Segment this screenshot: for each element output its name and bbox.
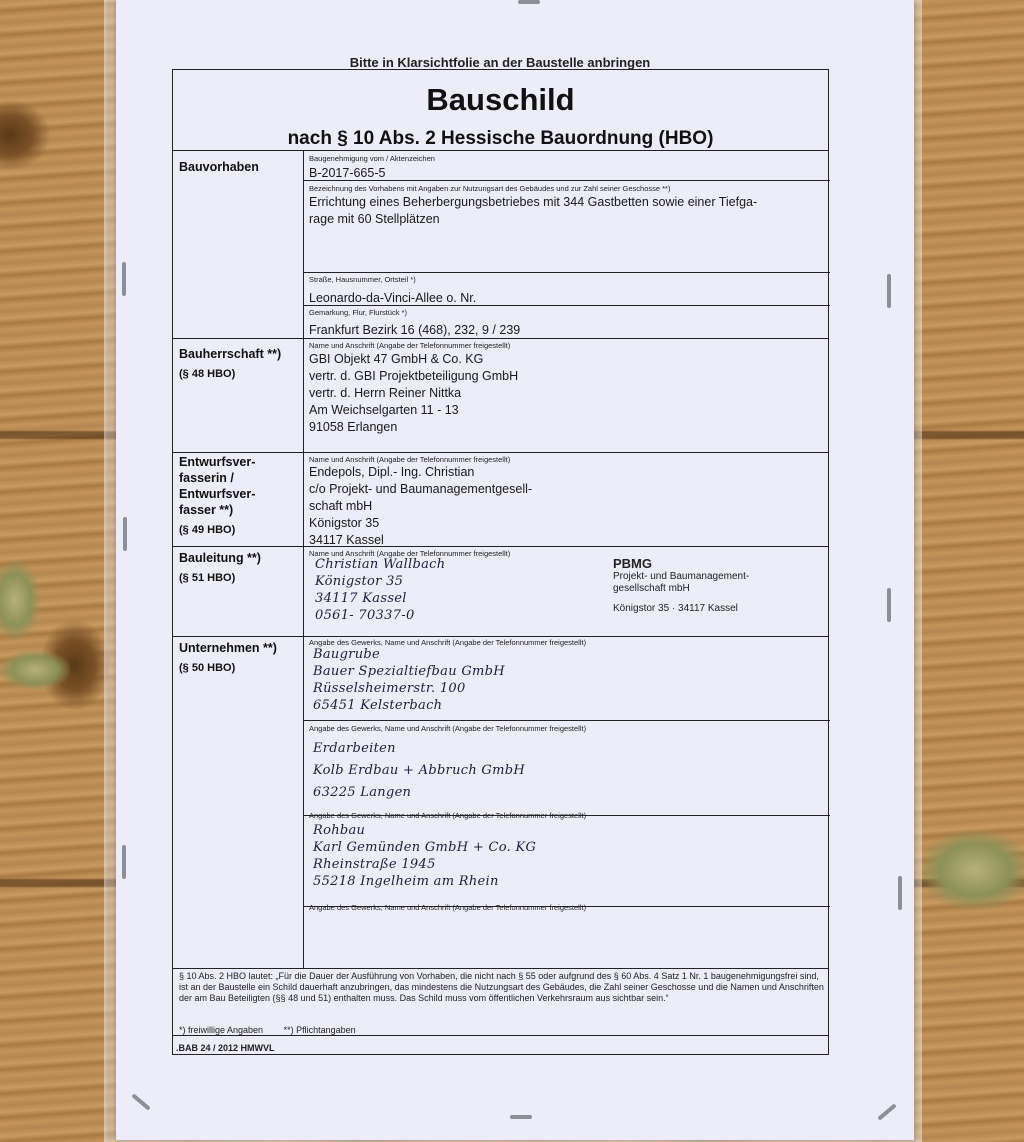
address-line: c/o Projekt- und Baumanagementgesell- [309, 482, 533, 496]
caption-unternehmen: Angabe des Gewerks, Name und Anschrift (Angabe der Telefonnummer freigestellt) [309, 724, 587, 733]
caption-entwurf: Name und Anschrift (Angabe der Telefonnummer freigestellt) [309, 455, 511, 464]
paragraph-ref: (§ 49 HBO) [179, 524, 236, 536]
handwritten-line: Rohbau [313, 823, 366, 838]
moss-patch [0, 560, 40, 640]
address-line: Endepols, Dipl.- Ing. Christian [309, 465, 475, 479]
handwritten-line: Rüsselsheimerstr. 100 [313, 681, 466, 696]
column-divider [303, 150, 304, 968]
caption-unternehmen: Angabe des Gewerks, Name und Anschrift (Angabe der Telefonnummer freigestellt) [309, 903, 587, 912]
staple [898, 876, 902, 910]
staple [510, 1115, 532, 1119]
paragraph-ref: (§ 51 HBO) [179, 572, 236, 584]
stamp-line: gesellschaft mbH [613, 583, 690, 594]
caption-bauleitung: Name und Anschrift (Angabe der Telefonnummer freigestellt) [309, 549, 511, 558]
unternehmen-entry-2 [313, 738, 525, 804]
bezeichnung-line: rage mit 60 Stellplätzen [309, 212, 440, 226]
bauherrschaft-value [309, 351, 518, 436]
handwritten-line: Karl Gemünden GmbH + Co. KG [313, 840, 537, 855]
stamp-address: Königstor 35 · 34117 Kassel [613, 603, 738, 614]
label-text: Bauleitung **) [179, 551, 261, 565]
caption-unternehmen: Angabe des Gewerks, Name und Anschrift (Angabe der Telefonnummer freigestellt) [309, 811, 587, 820]
label-bauvorhaben: Bauvorhaben [179, 160, 259, 174]
address-line: 34117 Kassel [309, 533, 384, 547]
label-line: fasser **) [179, 503, 234, 517]
address-line: schaft mbH [309, 499, 373, 513]
row-divider [173, 452, 828, 453]
mounting-instruction: Bitte in Klarsichtfolie an der Baustelle anbringen [349, 55, 651, 70]
staple [887, 274, 891, 308]
company-stamp [613, 556, 749, 614]
address-line: vertr. d. GBI Projektbeteiligung GmbH [309, 369, 519, 383]
caption-bauherrschaft: Name und Anschrift (Angabe der Telefonnummer freigestellt) [309, 341, 511, 350]
staple [122, 845, 126, 879]
gemarkung-value: Frankfurt Bezirk 16 (468), 232, 9 / 239 [309, 323, 521, 337]
handwritten-line: 55218 Ingelheim am Rhein [313, 874, 499, 889]
row-divider [173, 150, 828, 151]
address-line: 91058 Erlangen [309, 420, 398, 434]
label-line: Entwurfsver- [179, 455, 256, 469]
bezeichnung-line: Errichtung eines Beherbergungsbetriebes mit 344 Gastbetten sowie einer Tiefga- [309, 195, 758, 209]
address-line: vertr. d. Herrn Reiner Nittka [309, 386, 462, 400]
bauleitung-handwritten [315, 556, 445, 624]
label-text: Unternehmen **) [179, 641, 277, 655]
legend-required: **) Pflichtangaben [283, 1025, 356, 1035]
staple [122, 262, 126, 296]
handwritten-line: 0561- 70337-0 [315, 608, 415, 623]
stamp-line: Projekt- und Baumanagement- [613, 571, 750, 582]
bezeichnung-value [309, 194, 757, 228]
row-divider [173, 1035, 828, 1036]
row-divider [173, 636, 828, 637]
caption-bezeichnung: Bezeichnung des Vorhabens mit Angaben zur Nutzungsart des Gebäudes und zur Zahl seiner Geschosse **) [309, 184, 671, 193]
label-unternehmen [179, 640, 277, 676]
caption-gemarkung: Gemarkung, Flur, Flurstück *) [309, 308, 407, 317]
staple [518, 0, 540, 4]
legend-optional: *) freiwillige Angaben [179, 1025, 264, 1035]
paragraph-ref: (§ 50 HBO) [179, 662, 236, 674]
handwritten-line: 63225 Langen [313, 785, 412, 800]
stamp-title: PBMG [613, 556, 652, 571]
strasse-value: Leonardo-da-Vinci-Allee o. Nr. [309, 291, 477, 305]
aktenzeichen-value: B-2017-665-5 [309, 166, 386, 180]
paragraph-ref: (§ 48 HBO) [179, 368, 236, 380]
unternehmen-entry-1 [313, 646, 505, 714]
handwritten-line: 34117 Kassel [315, 591, 407, 606]
bauschild-form [172, 69, 829, 1055]
caption-strasse: Straße, Hausnummer, Ortsteil *) [309, 275, 416, 284]
address-line: GBI Objekt 47 GmbH & Co. KG [309, 352, 484, 366]
handwritten-line: Baugrube [313, 647, 380, 662]
entwurf-value [309, 464, 532, 549]
address-line: Königstor 35 [309, 516, 380, 530]
label-bauleitung [179, 550, 261, 586]
address-line: Am Weichselgarten 11 - 13 [309, 403, 459, 417]
form-identifier: .BAB 24 / 2012 HMWVL [176, 1043, 275, 1053]
row-divider [173, 968, 828, 969]
unternehmen-entry-3 [313, 822, 536, 890]
sub-divider [303, 720, 830, 721]
sub-divider [303, 272, 830, 273]
label-bauherrschaft [179, 346, 281, 382]
moss-patch [0, 650, 70, 690]
handwritten-line: Christian Wallbach [315, 557, 446, 572]
label-text: Bauherrschaft **) [179, 347, 282, 361]
staple [123, 517, 127, 551]
wood-knot [0, 100, 50, 170]
form-subtitle: nach § 10 Abs. 2 Hessische Bauordnung (HBO) [287, 128, 714, 149]
caption-unternehmen: Angabe des Gewerks, Name und Anschrift (Angabe der Telefonnummer freigestellt) [309, 638, 587, 647]
legal-notice: § 10 Abs. 2 HBO lautet: „Für die Dauer der Ausführung von Vorhaben, die nicht nach § 55 oder aufgrund des § 60 Abs. 4 Satz 1 Nr. 1 baugenehmigungsfrei sind, ist an der Baustelle ein Schild dauerhaft anzubringen, das mindestens die Nutzungsart des Gebäudes, die Zahl seiner Geschosse und die Namen und Anschriften der am Bau Beteiligten (§§ 48 und 51) enthalten muss. Das Schild muss vom öffentlichen Verkehrsraum aus sichtbar sein.“ [179, 971, 824, 1003]
handwritten-line: Königstor 35 [315, 574, 404, 589]
moss-patch [920, 830, 1024, 910]
form-title: Bauschild [426, 82, 575, 117]
handwritten-line: 65451 Kelsterbach [313, 698, 443, 713]
handwritten-line: Erdarbeiten [313, 741, 396, 756]
label-entwurfsverfasser [179, 454, 255, 538]
caption-baugenehmigung: Baugenehmigung vom / Aktenzeichen [309, 154, 435, 163]
label-line: Entwurfsver- [179, 487, 256, 501]
staple [887, 588, 891, 622]
handwritten-line: Bauer Spezialtiefbau GmbH [313, 664, 505, 679]
label-line: fasserin / [179, 471, 234, 485]
handwritten-line: Kolb Erdbau + Abbruch GmbH [313, 763, 526, 778]
handwritten-line: Rheinstraße 1945 [313, 857, 436, 872]
legend [179, 1025, 374, 1035]
